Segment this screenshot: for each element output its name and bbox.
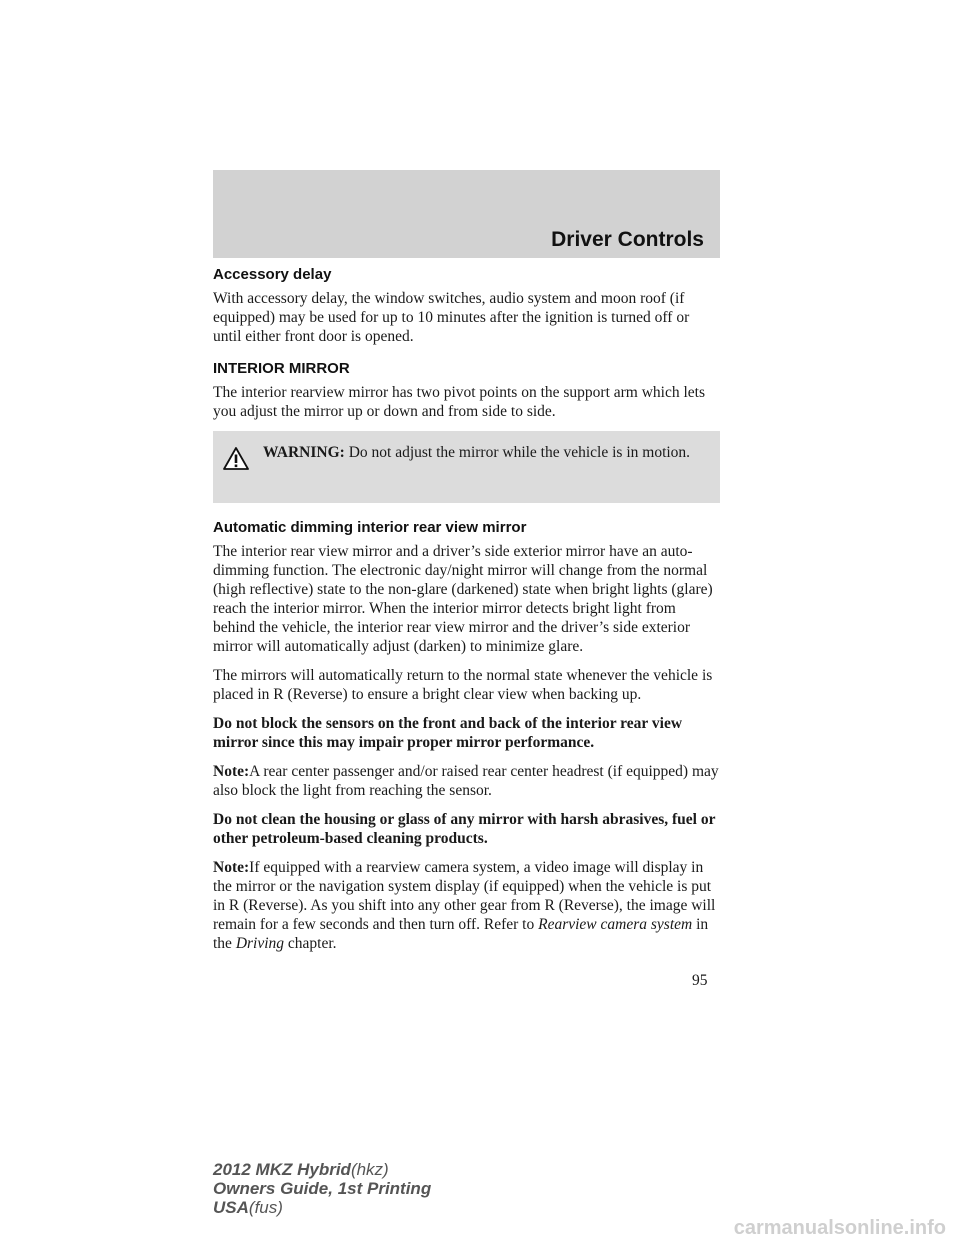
note-2-mid: in the: [213, 916, 709, 952]
page-number: 95: [692, 972, 708, 989]
note-2-end: chapter.: [287, 935, 337, 952]
rearview-camera-reference: Rearview camera system: [538, 916, 693, 933]
auto-dimming-heading: Automatic dimming interior rear view mirror: [213, 519, 527, 536]
note-2-text: If equipped with a rearview camera system, a video image will display in the mirror or the navigation system display (if equipped) when the vehicle is put in R (Reverse). As you shift into any other gear from R (Reverse), the image will remain for a few seconds and then turn off. Refer to: [213, 859, 716, 933]
note-1-text: A rear center passenger and/or raised rear center headrest (if equipped) may also block the light from reaching the sensor.: [213, 763, 719, 799]
driving-chapter-reference: Driving: [235, 935, 285, 952]
footer-market-code: (fus): [248, 1198, 283, 1217]
footer-line-3: [213, 1198, 431, 1217]
accessory-delay-body: With accessory delay, the window switches, audio system and moon roof (if equipped) may be used for up to 10 minutes after the ignition is turned off or until either front door is opened.: [213, 290, 690, 345]
footer-line-2: Owners Guide, 1st Printing: [213, 1179, 432, 1198]
cleaning-caution: Do not clean the housing or glass of any mirror with harsh abrasives, fuel or other petroleum-based cleaning products.: [213, 811, 716, 847]
footer-model: 2012 MKZ Hybrid: [213, 1160, 351, 1179]
note-1-label: Note:: [213, 763, 250, 780]
interior-mirror-heading: INTERIOR MIRROR: [213, 360, 350, 377]
warning-triangle-icon: [223, 447, 249, 474]
footer-model-code: (hkz): [350, 1160, 389, 1179]
print-footer: [213, 1160, 431, 1217]
warning-message: Do not adjust the mirror while the vehicle is in motion.: [348, 444, 691, 461]
auto-dimming-paragraph-1: The interior rear view mirror and a driver’s side exterior mirror have an auto-dimming function. The electronic day/night mirror will change from the normal (high reflective) state to the non-glare (darkened) state when bright lights (glare) reach the interior mirror. When the interior mirror detects bright light from behind the vehicle, the interior rear view mirror and the driver’s side exterior mirror will automatically adjust (darken) to minimize glare.: [213, 543, 713, 655]
watermark: carmanualsonline.info: [733, 1217, 946, 1239]
note-2-label: Note:: [213, 859, 250, 876]
footer-market: USA: [213, 1198, 249, 1217]
footer-line-1: [213, 1160, 431, 1179]
page-content: [213, 266, 720, 963]
note-2: [213, 858, 720, 953]
warning-label: WARNING:: [263, 444, 345, 461]
accessory-delay-heading: Accessory delay: [213, 266, 332, 283]
sensor-caution: Do not block the sensors on the front and back of the interior rear view mirror since this may impair proper mirror performance.: [213, 715, 683, 751]
warning-box: [213, 431, 720, 503]
auto-dimming-paragraph-2: The mirrors will automatically return to the normal state whenever the vehicle is placed in R (Reverse) to ensure a bright clear view when backing up.: [213, 667, 713, 703]
interior-mirror-body: The interior rearview mirror has two pivot points on the support arm which lets you adjust the mirror up or down and from side to side.: [213, 384, 706, 420]
header-band: [213, 170, 720, 258]
section-title: Driver Controls: [551, 228, 704, 251]
warning-text: [263, 443, 706, 462]
note-1: [213, 762, 720, 800]
